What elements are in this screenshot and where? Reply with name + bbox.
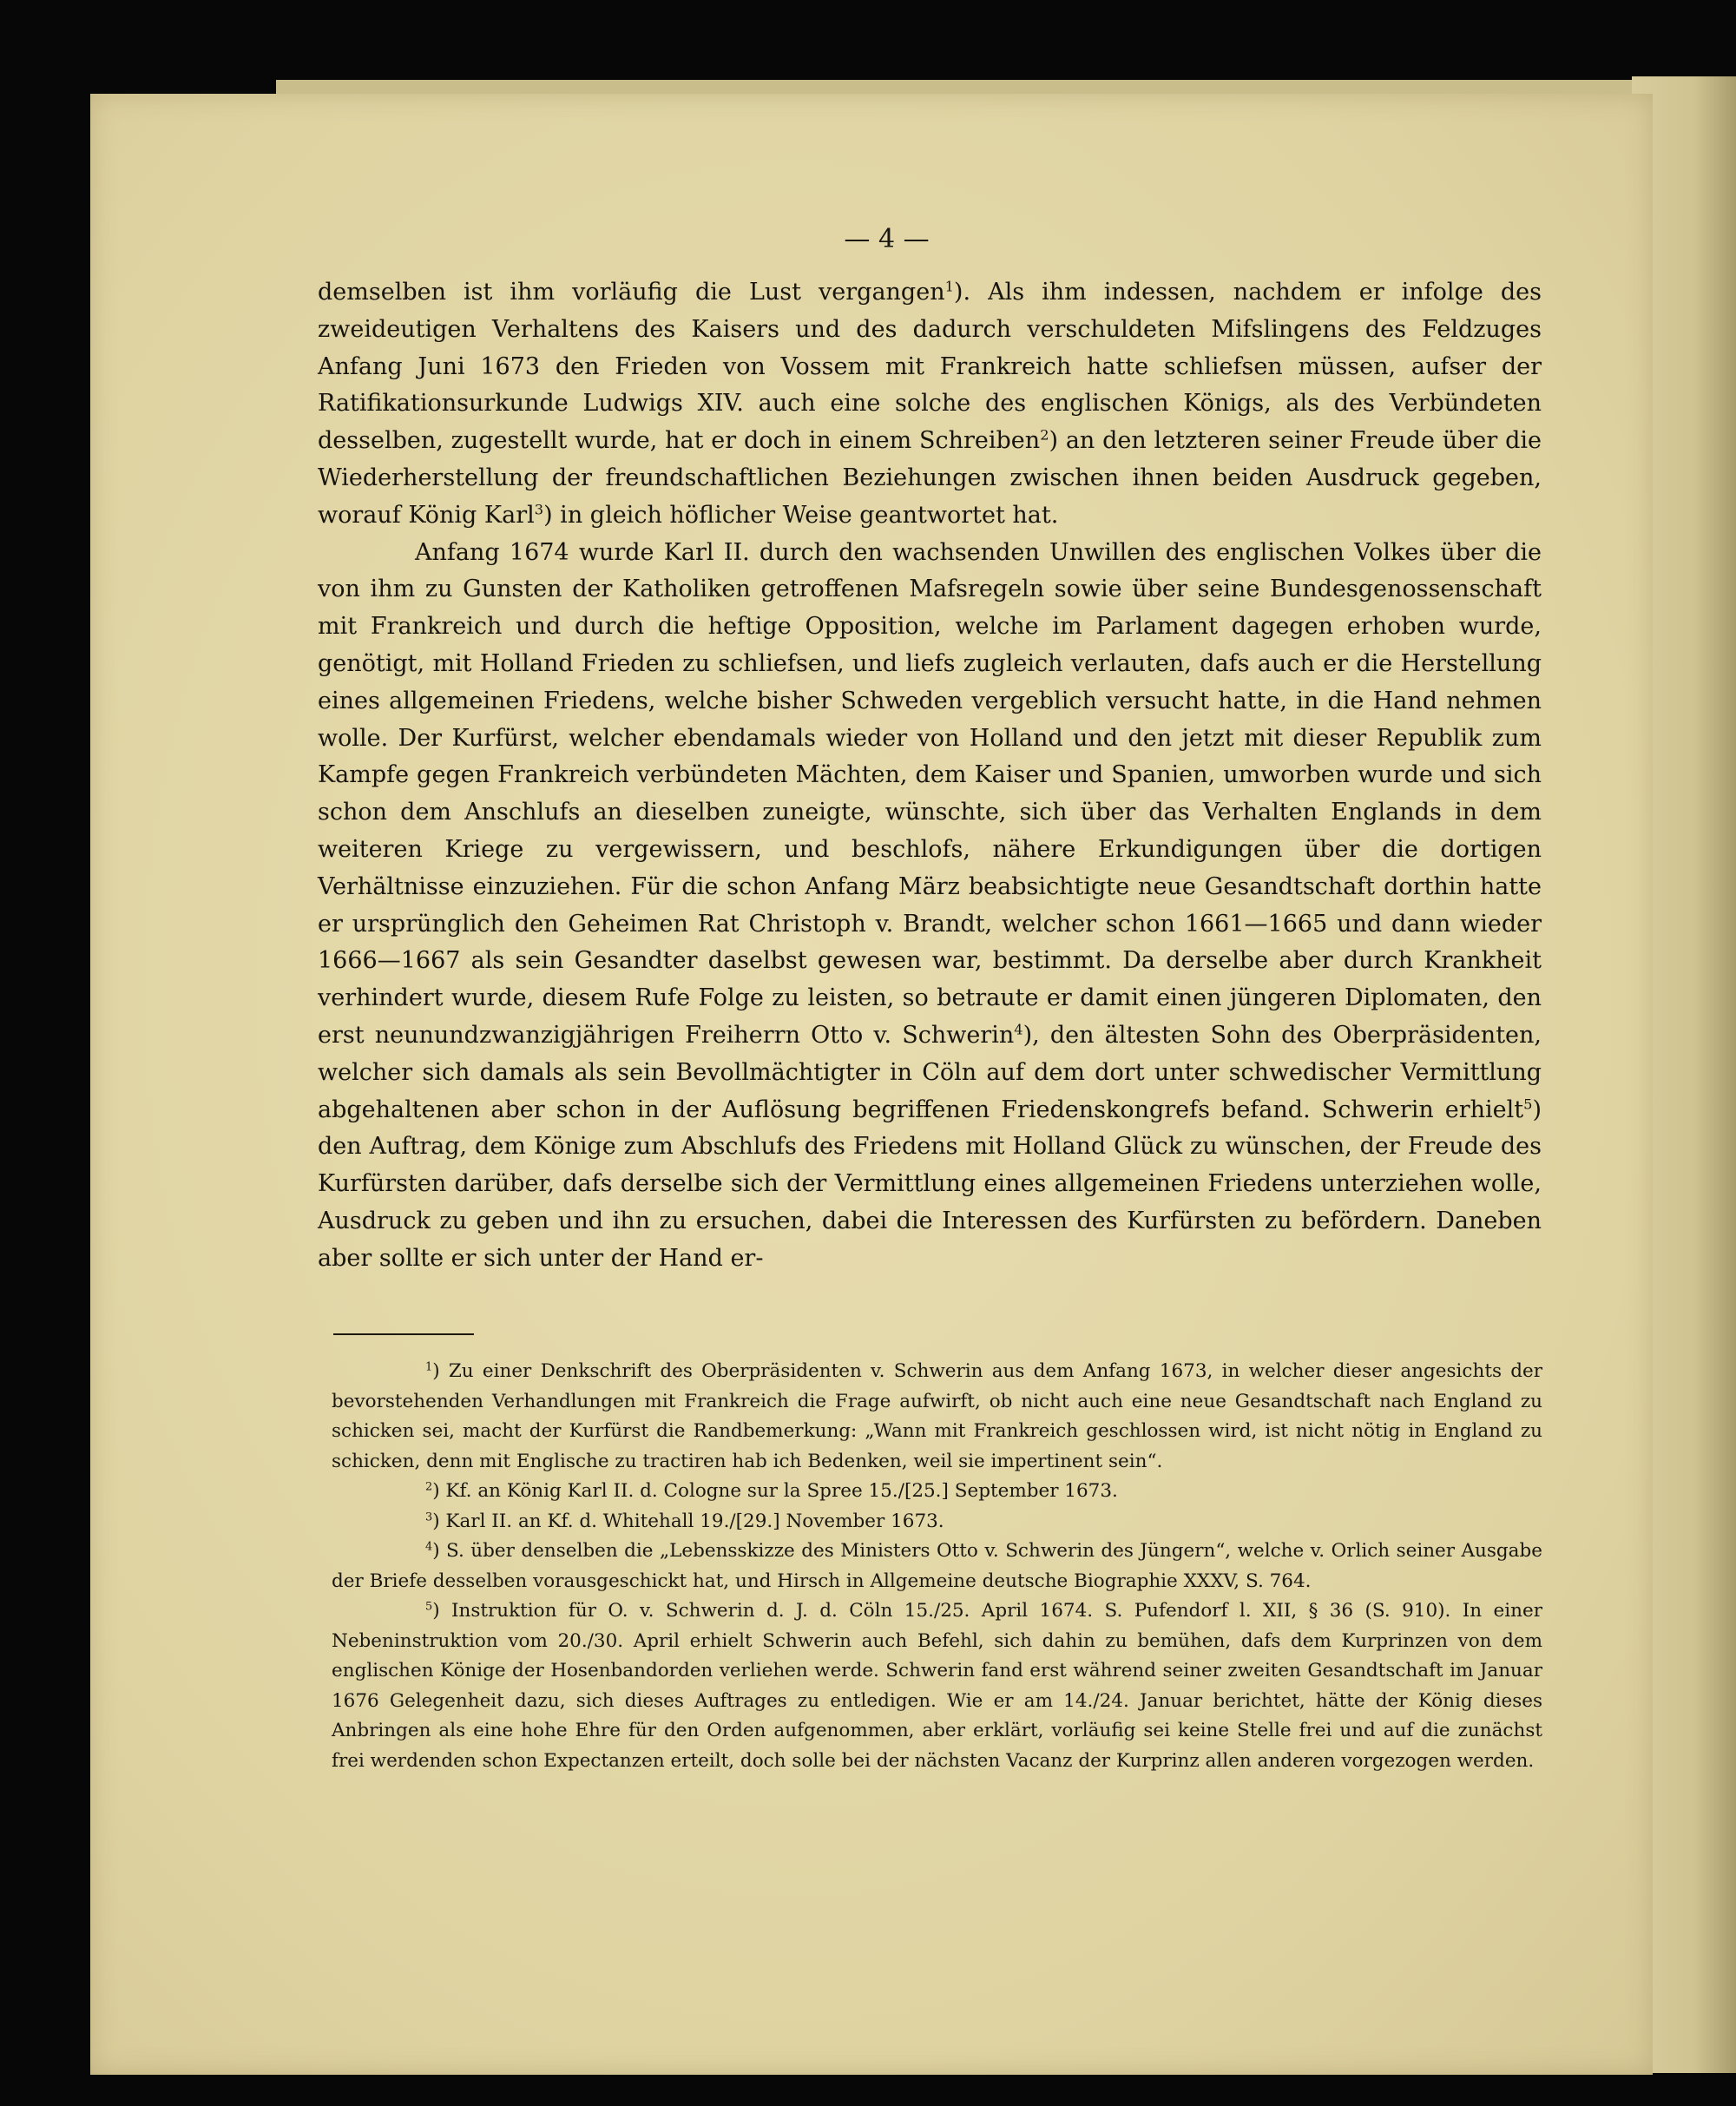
footnote: $^2$) Kf. an König Karl II. d. Cologne sur la Spree 15./[25.] September 1673. [425, 1480, 1118, 1502]
footnote: $^1$) Zu einer Denkschrift des Oberpräsidenten v. Schwerin aus dem Anfang 1673, in welcher dieser angesichts der bevorstehenden Verhandlungen mit Frankreich die Frage aufwirft, ob nicht auch eine neue Gesandtschaft nach England zu schicken sei, macht der Kurfürst die Randbemerkung: „Wann mit Frankreich geschlossen wird, ist nicht nötig in England zu schicken, denn mit Englische zu tractiren hab ich Bedenken, weil sie impertinent sein“. [332, 1360, 1542, 1472]
footnote-ref[interactable]: 1 [944, 278, 954, 295]
page-number: — 4 — [844, 224, 930, 254]
footnote-mark: 4 [425, 1540, 433, 1554]
footnote: $^3$) Karl II. an Kf. d. Whitehall 19./[29.] November 1673. [425, 1510, 944, 1532]
footnote-ref[interactable]: 4 [1014, 1021, 1023, 1038]
paragraph: Anfang 1674 wurde Karl II. durch den wachsenden Unwillen des englischen Volkes über die von ihm zu Gunsten der Katholiken getroffenen Mafsregeln sowie über seine Bundesgenossenschaft mit Frankreich und durch die heftige Opposition, welche im Parlament dagegen erhoben wurde, genötigt, mit Holland Frieden zu schliefsen, und liefs zugleich verlauten, dafs auch er die Herstellung eines allgemeinen Friedens, welche bisher Schweden vergeblich versucht hatte, in die Hand nehmen wolle. Der Kurfürst, welcher ebendamals wieder von Holland und den jetzt mit dieser Republik zum Kampfe gegen Frankreich verbündeten Mächten, dem Kaiser und Spanien, umworben wurde und sich schon dem Anschlufs an dieselben zuneigte, wünschte, sich über das Verhalten Englands in dem weiteren Kriege zu vergewissern, und beschlofs, nähere Erkundigungen über die dortigen Verhältnisse einzuziehen. Für die schon Anfang März beabsichtigte neue Gesandtschaft dorthin hatte er ursprünglich den Geheimen Rat Christoph v. Brandt, welcher schon 1661—1665 und dann wieder 1666—1667 als sein Gesandter daselbst gewesen war, bestimmt. Da derselbe aber durch Krankheit verhindert wurde, diesem Rufe Folge zu leisten, so betraute er damit einen jüngeren Diplomaten, den erst neunundzwanzigjährigen Freiherrn Otto v. Schwerin$^4$), den ältesten Sohn des Oberpräsidenten, welcher sich damals als sein Bevollmächtigter in Cöln auf dem dort unter schwedischer Vermittlung abgehaltenen aber schon in der Auflösung begriffenen Friedenskongrefs befand. Schwerin erhielt$^5$) den Auftrag, dem Könige zum Abschlufs des Friedens mit Holland Glück zu wünschen, der Freude des Kurfürsten darüber, dafs derselbe sich der Vermittlung eines allgemeinen Friedens unterziehen wolle, Ausdruck zu geben und ihn zu ersuchen, dabei die Interessen des Kurfürsten zu befördern. Daneben aber sollte er sich unter der Hand er- [318, 538, 1542, 1272]
footnote-mark: 5 [425, 1600, 433, 1614]
footnote-separator [333, 1333, 474, 1335]
main-text [318, 274, 1542, 1278]
footnote-ref[interactable]: 2 [1040, 426, 1049, 444]
footnote-ref[interactable]: 5 [1523, 1095, 1533, 1112]
footnote: $^5$) Instruktion für O. v. Schwerin d. J. d. Cöln 15./25. April 1674. S. Pufendorf l. XII, § 36 (S. 910). In einer Nebeninstruktion vom 20./30. April erhielt Schwerin auch Befehl, sich dahin zu bemühen, dafs dem Kurprinzen von dem englischen Könige der Hosenbandorden verliehen werde. Schwerin fand erst während seiner zweiten Gesandtschaft im Januar 1676 Gelegenheit dazu, sich dieses Auftrages zu entledigen. Wie er am 14./24. Januar berichtet, hätte der König dieses Anbringen als eine hohe Ehre für den Orden aufgenommen, aber erklärt, vorläufig sei keine Stelle frei und auf die zunächst frei werdenden schon Expectanzen erteilt, doch solle bei der nächsten Vacanz der Kurprinz allen anderen vorgezogen werden. [332, 1600, 1542, 1772]
footnote-mark: 2 [425, 1480, 433, 1494]
footnote-mark: 3 [425, 1510, 433, 1524]
paragraph: demselben ist ihm vorläufig die Lust vergangen$^1$). Als ihm indessen, nachdem er infolge des zweideutigen Verhaltens des Kaisers und des dadurch verschuldeten Mifslingens des Feldzuges Anfang Juni 1673 den Frieden von Vossem mit Frankreich hatte schliefsen müssen, aufser der Ratifikationsurkunde Ludwigs XIV. auch eine solche des englischen Königs, als des Verbündeten desselben, zugestellt wurde, hat er doch in einem Schreiben$^2$) an den letzteren seiner Freude über die Wiederherstellung der freundschaftlichen Beziehungen zwischen ihnen beiden Ausdruck gegeben, worauf König Karl$^3$) in gleich höflicher Weise geantwortet hat. [318, 278, 1542, 529]
footnote: $^4$) S. über denselben die „Lebensskizze des Ministers Otto v. Schwerin des Jüngern“, welche v. Orlich seiner Ausgabe der Briefe desselben vorausgeschickt hat, und Hirsch in Allgemeine deutsche Biographie XXXV, S. 764. [332, 1540, 1542, 1592]
footnotes [332, 1357, 1542, 1776]
page-sheet [90, 94, 1653, 2075]
footnote-mark: 1 [425, 1360, 433, 1374]
footnote-ref[interactable]: 3 [534, 501, 544, 518]
